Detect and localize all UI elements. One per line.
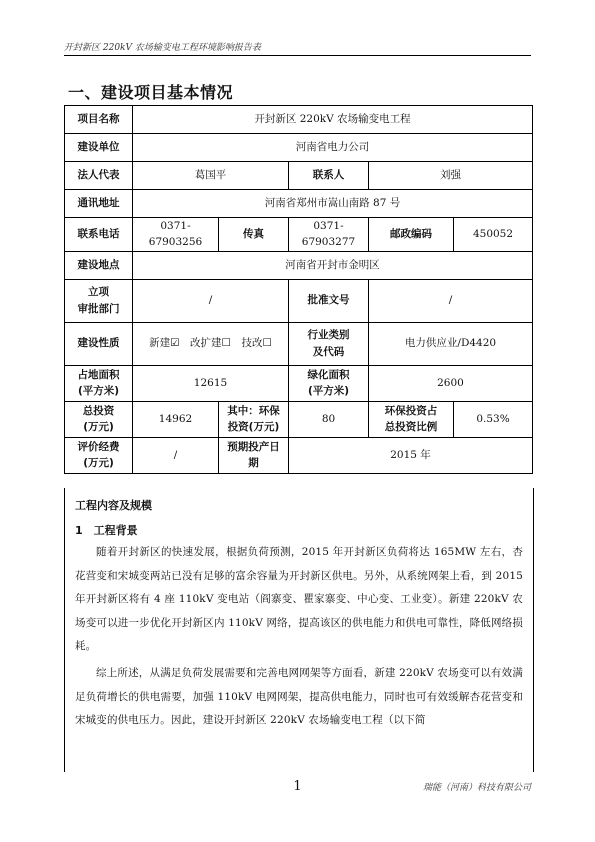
project-name-label: 项目名称 bbox=[65, 106, 133, 134]
table-row bbox=[65, 218, 533, 252]
eval-fee-value: / bbox=[133, 437, 219, 473]
table-row bbox=[65, 365, 533, 401]
industry-label bbox=[289, 322, 369, 365]
green-label-line1: 绿化面积 bbox=[307, 368, 350, 381]
contact-value: 刘强 bbox=[369, 162, 533, 190]
approval-dept-value: / bbox=[133, 279, 289, 322]
approval-dept-label bbox=[65, 279, 133, 322]
industry-label-line2: 及代码 bbox=[312, 345, 345, 358]
address-label: 通讯地址 bbox=[65, 190, 133, 218]
contact-label: 联系人 bbox=[289, 162, 369, 190]
postcode-value: 450052 bbox=[454, 218, 533, 252]
env-invest-label bbox=[219, 401, 289, 437]
area-label-line2: (平方米) bbox=[77, 385, 120, 398]
content-heading: 工程内容及规模 bbox=[75, 499, 152, 512]
table-row bbox=[65, 279, 533, 322]
nature-value: 新建☑ 改扩建☐ 技改☐ bbox=[133, 322, 289, 365]
fax-label: 传真 bbox=[219, 218, 289, 252]
eval-fee-label-line2: (万元) bbox=[83, 457, 114, 470]
invest-label-line2: (万元) bbox=[83, 421, 114, 434]
legal-rep-label: 法人代表 bbox=[65, 162, 133, 190]
env-ratio-label-line2: 总投资比例 bbox=[384, 421, 438, 434]
green-label bbox=[289, 365, 369, 401]
area-label-line1: 占地面积 bbox=[77, 368, 120, 381]
table-row bbox=[65, 437, 533, 473]
green-label-line2: (平方米) bbox=[307, 385, 350, 398]
table-row bbox=[65, 251, 533, 279]
page-number: 1 bbox=[293, 779, 302, 794]
project-content-section bbox=[64, 488, 534, 772]
background-paragraph-1: 随着开封新区的快速发展，根据负荷预测，2015 年开封新区负荷将达 165MW 左右，杏花营变和宋城变两站已没有足够的富余容量为开封新区供电。另外，从系统网架上看，到 2015 年开封新区将有 4 座 110kV 变电站（阎寨变、瞿家寨变、中心变、工业变）。新建 220kV 农场变可以进一步优化开封新区内 110kV 网络，提高该区的供电能力和供电可靠性，降低网络损耗。 bbox=[75, 546, 523, 652]
site-value: 河南省开封市金明区 bbox=[133, 251, 533, 279]
invest-label bbox=[65, 401, 133, 437]
table-row bbox=[65, 322, 533, 365]
page-footer: 瑞能（河南）科技有限公司 bbox=[422, 783, 531, 793]
env-ratio-label bbox=[369, 401, 454, 437]
header-divider bbox=[64, 55, 531, 56]
fax-value: 0371-67903277 bbox=[289, 218, 369, 252]
approval-no-label: 批准文号 bbox=[289, 279, 369, 322]
eval-fee-label-line1: 评价经费 bbox=[77, 440, 120, 453]
green-value: 2600 bbox=[369, 365, 533, 401]
expected-date-label-line2: 期 bbox=[248, 457, 259, 470]
industry-value: 电力供应业/D4420 bbox=[369, 322, 533, 365]
basic-info-table bbox=[64, 105, 533, 474]
site-label: 建设地点 bbox=[65, 251, 133, 279]
table-row bbox=[65, 401, 533, 437]
area-label bbox=[65, 365, 133, 401]
table-row bbox=[65, 162, 533, 190]
legal-rep-value: 葛国平 bbox=[133, 162, 289, 190]
nature-label: 建设性质 bbox=[65, 322, 133, 365]
industry-label-line1: 行业类别 bbox=[307, 329, 350, 342]
background-heading: 1 工程背景 bbox=[75, 524, 138, 537]
env-invest-label-line1: 其中：环保 bbox=[227, 404, 280, 417]
env-ratio-value: 0.53% bbox=[454, 401, 533, 437]
postcode-label: 邮政编码 bbox=[369, 218, 454, 252]
area-value: 12615 bbox=[133, 365, 289, 401]
phone-value: 0371-67903256 bbox=[133, 218, 219, 252]
page-header: 开封新区 220kV 农场输变电工程环境影响报告表 bbox=[64, 43, 261, 53]
expected-date-label-line1: 预期投产日 bbox=[227, 440, 280, 453]
env-ratio-label-line1: 环保投资占 bbox=[384, 404, 438, 417]
expected-date-label bbox=[219, 437, 289, 473]
section-title: 一、建设项目基本情况 bbox=[68, 83, 234, 102]
table-row bbox=[65, 106, 533, 134]
address-value: 河南省郑州市嵩山南路 87 号 bbox=[133, 190, 533, 218]
approval-no-value: / bbox=[369, 279, 533, 322]
eval-fee-label bbox=[65, 437, 133, 473]
project-name-value: 开封新区 220kV 农场输变电工程 bbox=[133, 106, 533, 134]
approval-dept-label-line2: 审批部门 bbox=[77, 302, 120, 315]
unit-value: 河南省电力公司 bbox=[133, 134, 533, 162]
env-invest-label-line2: 投资(万元) bbox=[227, 421, 280, 434]
invest-label-line1: 总投资 bbox=[82, 404, 115, 417]
env-invest-value: 80 bbox=[289, 401, 369, 437]
table-row bbox=[65, 190, 533, 218]
unit-label: 建设单位 bbox=[65, 134, 133, 162]
approval-dept-label-line1: 立项 bbox=[88, 286, 109, 299]
table-row bbox=[65, 134, 533, 162]
expected-date-value: 2015 年 bbox=[289, 437, 533, 473]
background-paragraph-2: 综上所述，从满足负荷发展需要和完善电网网架等方面看，新建 220kV 农场变可以有效满足负荷增长的供电需要，加强 110kV 电网网架，提高供电能力，同时也可有效缓解杏花营变和宋城变的供电压力。因此，建设开封新区 220kV 农场输变电工程（以下简 bbox=[75, 667, 523, 726]
invest-value: 14962 bbox=[133, 401, 219, 437]
phone-label: 联系电话 bbox=[65, 218, 133, 252]
